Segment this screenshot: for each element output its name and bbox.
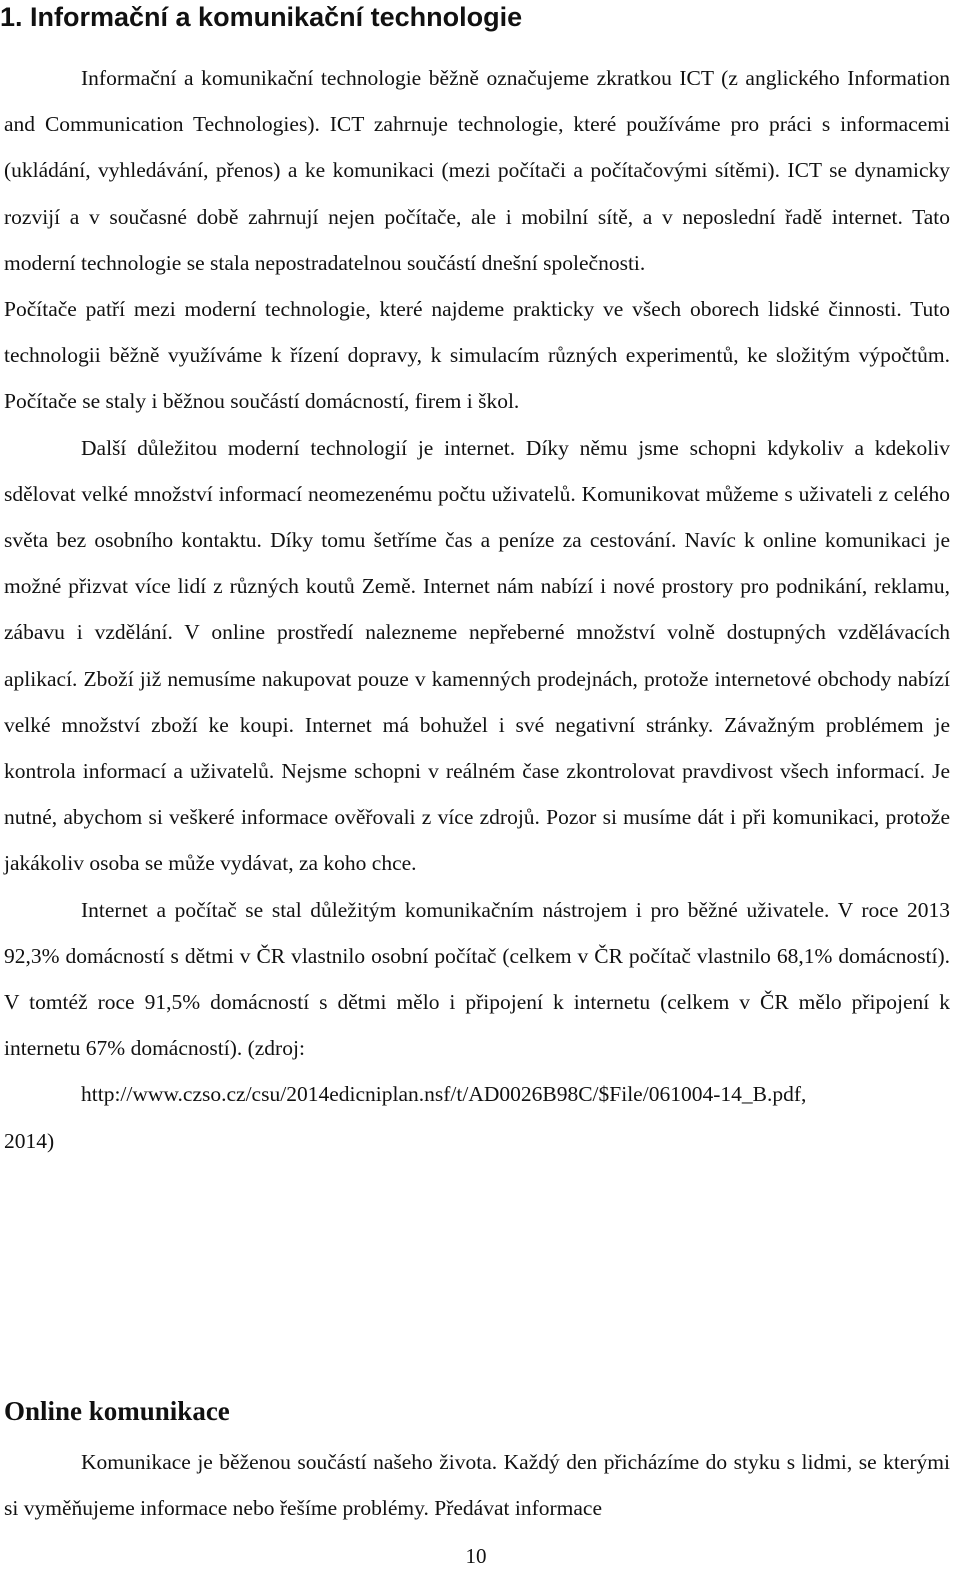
section-body: [4, 1439, 950, 1531]
section-heading-online-komunikace: Online komunikace: [4, 1396, 230, 1426]
paragraph-ict-intro: Informační a komunikační technologie běžně označujeme zkratkou ICT (z anglického Information and Communication Technologies). ICT zahrnuje technologie, které používáme pro práci s informacemi (ukládání, vyhledávání, přenos) a ke komunikaci (mezi počítači a počítačovými sítěmi). ICT se dynamicky rozvijí a v současné době zahrnují nejen počítače, ale i mobilní sítě, a v neposlední řadě internet. Tato moderní technologie se stala nepostradatelnou součástí dnešní společnosti.: [4, 66, 950, 275]
source-url-link[interactable]: http://www.czso.cz/csu/2014edicniplan.nsf/t/AD0026B98C/$File/061004-14_B.pdf,: [81, 1082, 807, 1107]
page-number: 10: [465, 1544, 487, 1568]
paragraph-internet: Další důležitou moderní technologií je internet. Díky němu jsme schopni kdykoliv a kdekoliv sdělovat velké množství informací neomezenému počtu uživatelů. Komunikovat můžeme s uživateli z celého světa bez osobního kontaktu. Díky tomu šetříme čas a peníze za cestování. Navíc k online komunikaci je možné přizvat více lidí z různých koutů Země. Internet nám nabízí i nové prostory pro podnikání, reklamu, zábavu i vzdělání. V online prostředí nalezneme nepřeberné množství volně dostupných vzdělávacích aplikací. Zboží již nemusíme nakupovat pouze v kamenných prodejnách, protože internetové obchody nabízí velké množství zboží ke koupi. Internet má bohužel i své negativní stránky. Závažným problémem je kontrola informací a uživatelů. Nejsme schopni v reálném čase zkontrolovat pravdivost všech informací. Je nutné, abychom si veškeré informace ověřovali z více zdrojů. Pozor si musíme dát i při komunikaci, protože jakákoliv osoba se může vydávat, za koho chce.: [4, 435, 950, 876]
paragraph-online-communication: Komunikace je běženou součástí našeho života. Každý den přicházíme do styku s lidmi, se kterými si vyměňujeme informace nebo řešíme problémy. Předávat informace: [4, 1450, 950, 1521]
chapter-body: [4, 55, 950, 1164]
chapter-title: 1. Informační a komunikační technologie: [0, 2, 523, 32]
paragraph-statistics: [4, 887, 950, 1164]
paragraph-computers: Počítače patří mezi moderní technologie, které najdeme prakticky ve všech oborech lidské činnosti. Tuto technologii běžně využíváme k řízení dopravy, k simulacím různých experimentů, ke složitým výpočtům. Počítače se staly i běžnou součástí domácností, firem i škol.: [4, 297, 950, 414]
source-year: 2014): [4, 1128, 55, 1153]
statistics-text: Internet a počítač se stal důležitým komunikačním nástrojem i pro běžné uživatele. V roce 2013 92,3% domácností s dětmi v ČR vlastnilo osobní počítač (celkem v ČR počítač vlastnilo 68,1% domácností). V tomtéž roce 91,5% domácností s dětmi mělo i připojení k internetu (celkem v ČR mělo připojení k internetu 67% domácností). (zdroj:: [4, 897, 950, 1061]
